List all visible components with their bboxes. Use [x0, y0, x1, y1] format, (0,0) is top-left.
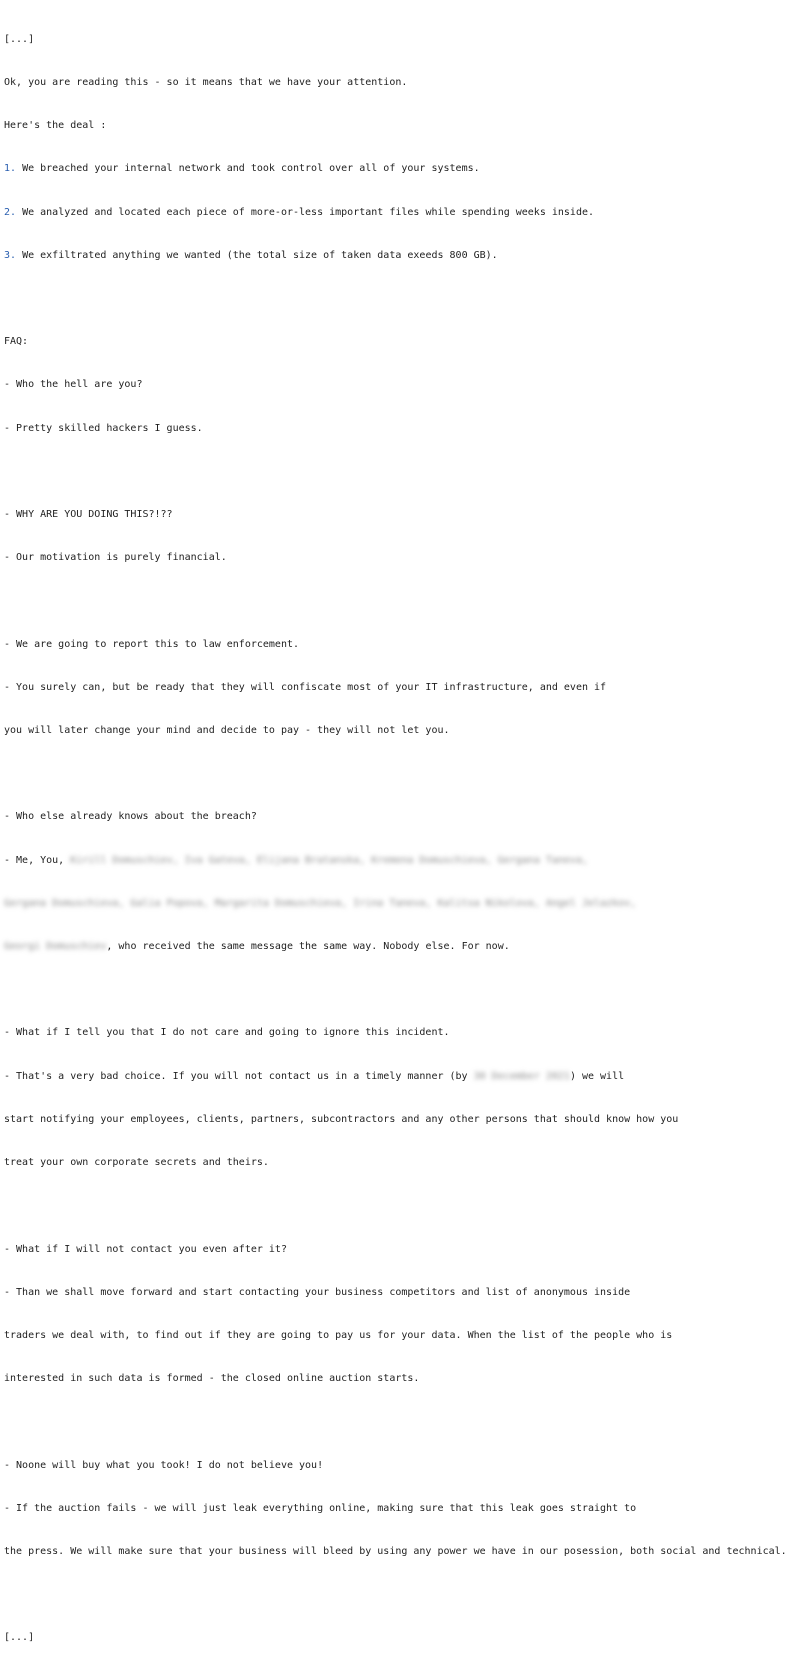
faq-question: - Noone will buy what you took! I do not believe you!: [4, 1459, 324, 1471]
redacted-names: Gergana Domuschieva, Galia Popova, Margarita Domuschieva, Irina Taneva, Kalitsa Nikolova, Angel Jelazkov,: [4, 897, 637, 909]
faq-answer: [4, 1070, 768, 1084]
spacer: [4, 292, 768, 306]
faq-question: - Who the hell are you?: [4, 379, 143, 391]
list-item: [4, 206, 768, 220]
deal-line: Here's the deal :: [4, 120, 107, 132]
faq-question: - What if I tell you that I do not care and going to ignore this incident.: [4, 1027, 450, 1039]
list-item: [4, 249, 768, 263]
answer-suffix: , who received the same message the same way. Nobody else. For now.: [106, 941, 510, 953]
faq-answer: interested in such data is formed - the closed online auction starts.: [4, 1373, 420, 1385]
ellipsis-top: [...]: [4, 33, 35, 45]
spacer: [4, 594, 768, 608]
faq-answer: [4, 897, 768, 911]
faq-answer: - Pretty skilled hackers I guess.: [4, 422, 203, 434]
faq-answer: - Than we shall move forward and start contacting your business competitors and list of anonymous inside: [4, 1286, 631, 1298]
faq-question: - We are going to report this to law enforcement.: [4, 638, 300, 650]
intro-line: Ok, you are reading this - so it means that we have your attention.: [4, 77, 408, 89]
list-number: 2.: [4, 206, 17, 218]
faq-answer: - Our motivation is purely financial.: [4, 552, 227, 564]
redacted-names: Georgi Domuschiev: [4, 941, 107, 953]
spacer: [4, 767, 768, 781]
list-item: [4, 162, 768, 176]
list-text: We analyzed and located each piece of more-or-less important files while spending weeks inside.: [16, 206, 595, 218]
faq-question: - Who else already knows about the breach?: [4, 811, 257, 823]
list-text: We breached your internal network and took control over all of your systems.: [16, 163, 480, 175]
faq-answer: treat your own corporate secrets and theirs.: [4, 1157, 269, 1169]
list-number: 1.: [4, 163, 17, 175]
faq-heading: FAQ:: [4, 336, 29, 348]
faq-answer: [4, 854, 768, 868]
faq-question: - What if I will not contact you even after it?: [4, 1243, 287, 1255]
redacted-date: 30 December 2021: [473, 1070, 570, 1082]
spacer: [4, 983, 768, 997]
spacer: [4, 465, 768, 479]
faq-question: - WHY ARE YOU DOING THIS?!??: [4, 509, 173, 521]
list-text: We exfiltrated anything we wanted (the total size of taken data exeeds 800 GB).: [16, 249, 498, 261]
faq-answer: the press. We will make sure that your business will bleed by using any power we have in our posession, both social and technical.: [4, 1545, 787, 1557]
redacted-names: Kirill Domuschiev, Iva Gateva, Elijana Bratanska, Kremena Domuschieva, Gergana Taneva,: [70, 854, 588, 866]
spacer: [4, 1415, 768, 1429]
ellipsis-bottom: [...]: [4, 1632, 35, 1644]
list-number: 3.: [4, 249, 17, 261]
faq-answer: - If the auction fails - we will just leak everything online, making sure that this leak goes straight to: [4, 1502, 637, 1514]
answer-prefix: - That's a very bad choice. If you will not contact us in a timely manner (by: [4, 1070, 474, 1082]
faq-answer: you will later change your mind and decide to pay - they will not let you.: [4, 725, 450, 737]
faq-answer: [4, 940, 768, 954]
spacer: [4, 1199, 768, 1213]
answer-prefix: - Me, You,: [4, 854, 71, 866]
faq-answer: start notifying your employees, clients, partners, subcontractors and any other persons that should know how you: [4, 1113, 679, 1125]
faq-answer: - You surely can, but be ready that they will confiscate most of your IT infrastructure, and even if: [4, 681, 607, 693]
answer-suffix: ) we will: [569, 1070, 625, 1082]
spacer: [4, 1588, 768, 1602]
faq-answer: traders we deal with, to find out if they are going to pay us for your data. When the list of the people who is: [4, 1329, 673, 1341]
